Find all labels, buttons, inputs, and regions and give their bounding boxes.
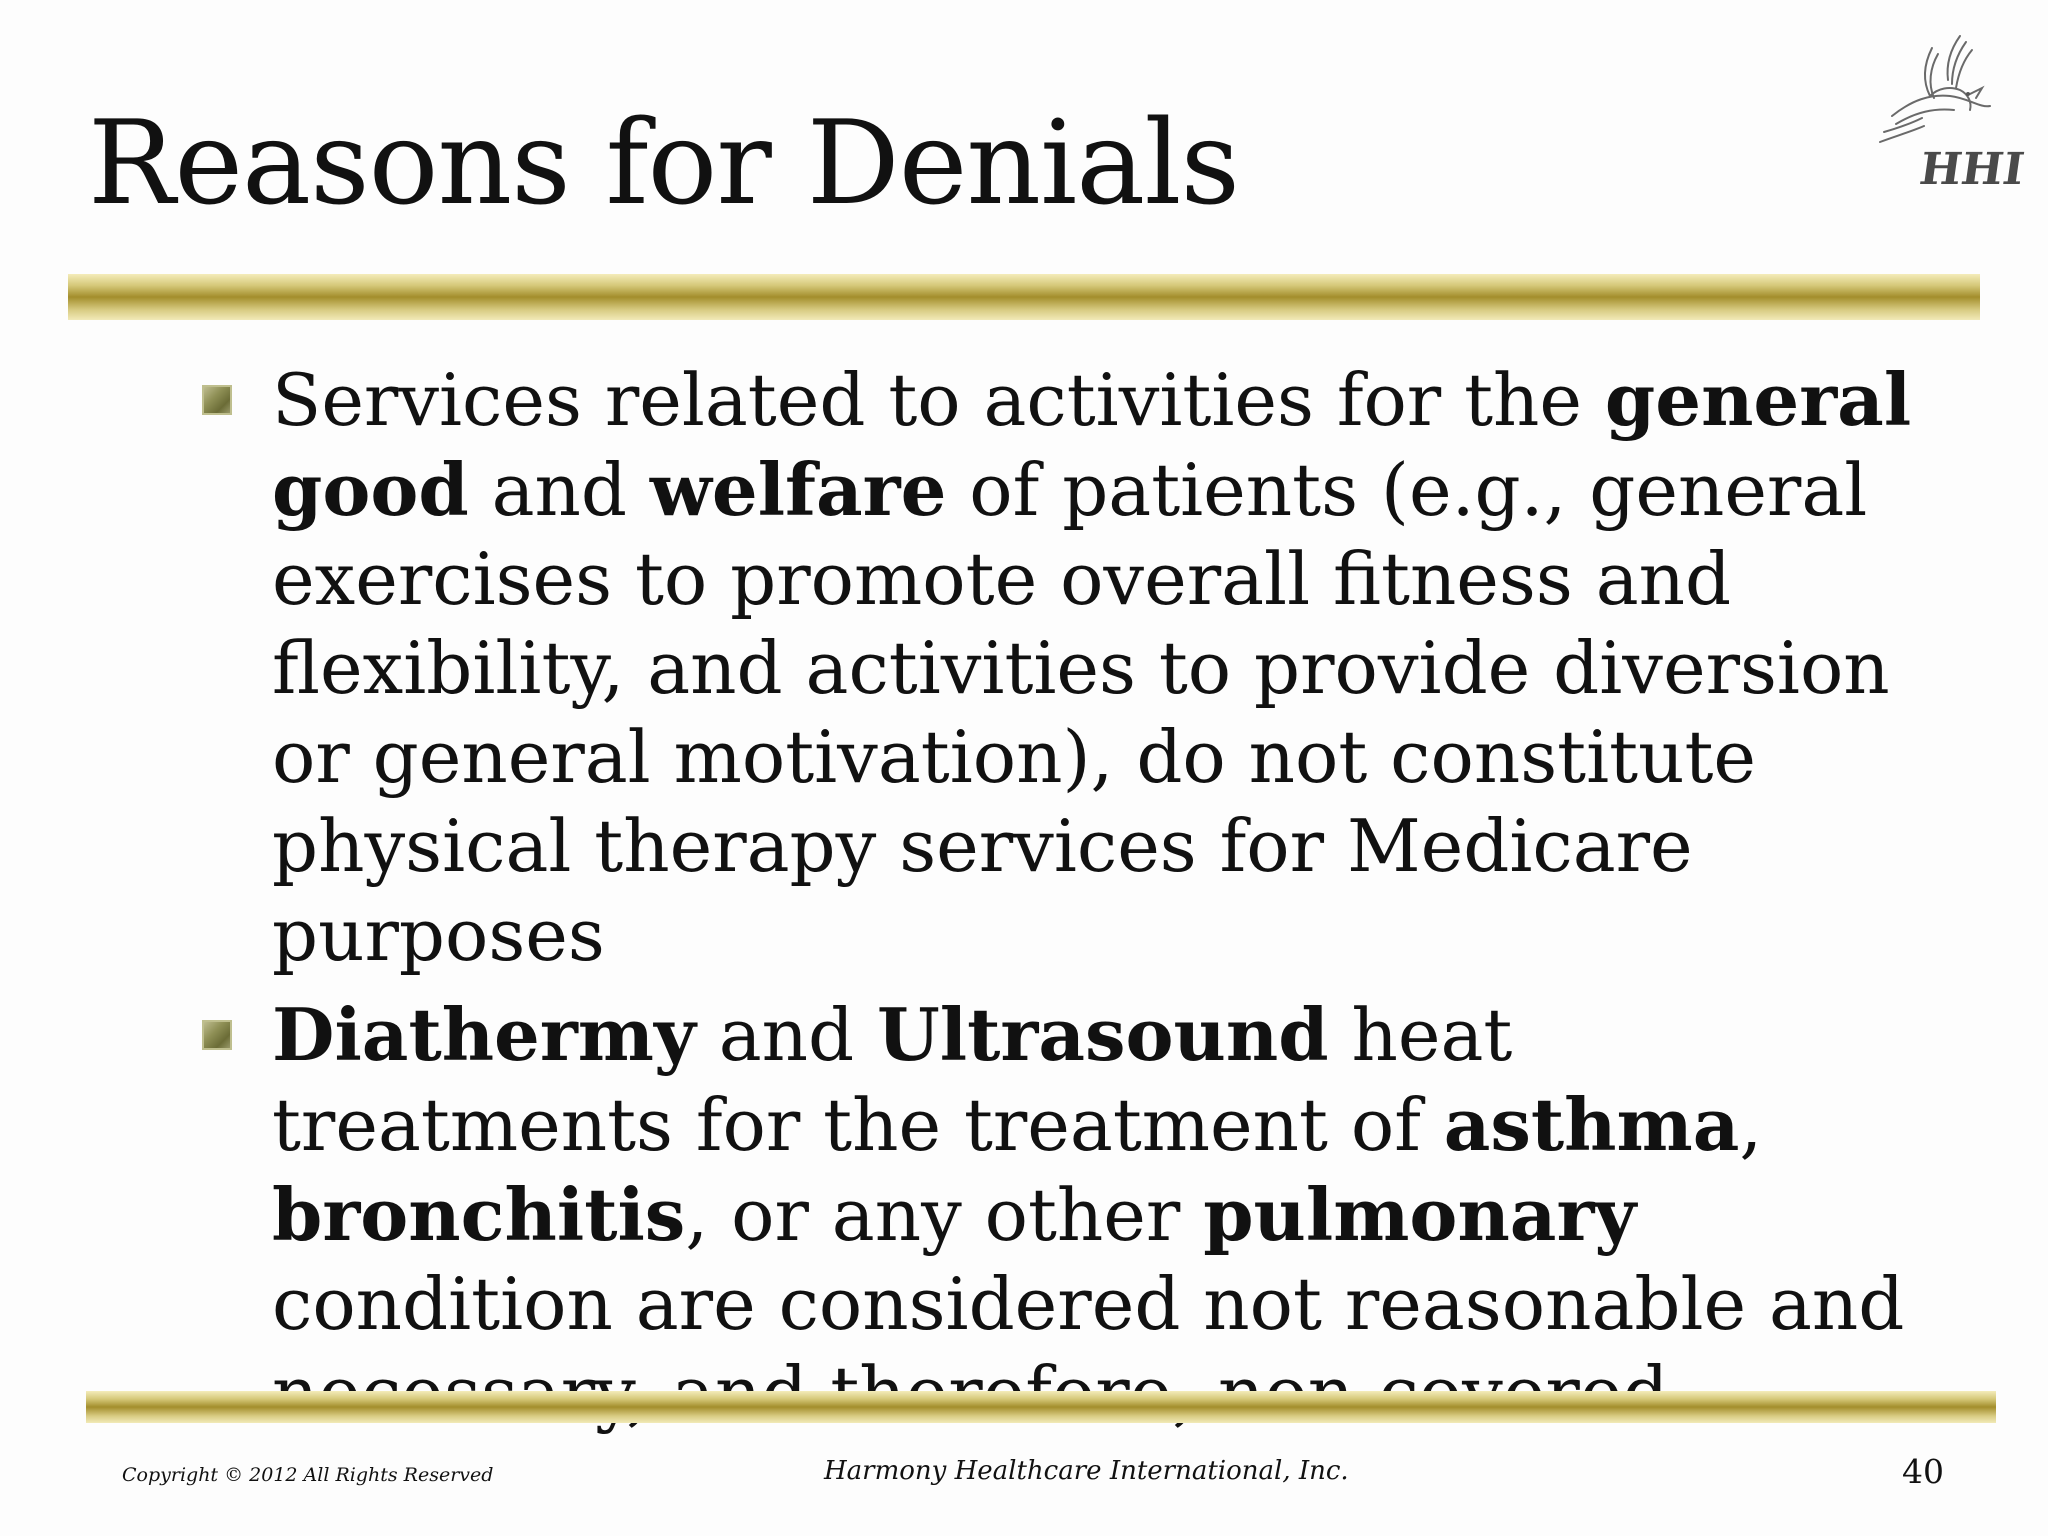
text-run: Services related to activities for the [272,358,1605,442]
bullet-text-1 [272,355,1920,980]
text-run: , or any other [685,1173,1204,1257]
footer-copyright: Copyright © 2012 All Rights Reserved [122,1464,494,1486]
hhi-logo [1872,28,2028,208]
bold-run: Diathermy [272,992,696,1077]
footer-company: Harmony Healthcare International, Inc. [824,1456,1349,1486]
bullet-item-2 [200,990,1920,1438]
bold-run: pulmonary [1203,1172,1637,1257]
bullet-text-2 [272,990,1920,1438]
bold-run: Ultrasound [876,992,1329,1077]
text-run: and [695,993,877,1077]
bullet-list [200,355,1920,1448]
bold-run: bronchitis [272,1172,686,1257]
text-run: , [1739,1083,1763,1167]
top-divider [68,274,1980,320]
bottom-divider [86,1391,1996,1423]
slide-title: Reasons for Denials [88,96,1239,231]
logo-text: HHI [1916,144,2028,195]
square-bullet-icon [202,1020,232,1050]
bullet-item-1 [200,355,1920,980]
text-run: condition are considered not reasonable and [272,1262,1905,1346]
page-number: 40 [1902,1452,1944,1491]
bold-run: welfare [649,447,947,532]
square-bullet-icon [202,385,232,415]
text-run: and [468,448,650,532]
bold-run: asthma [1443,1082,1740,1167]
text-run: of patients (e.g., general exercises to promote overall fitness and flexibility, and activities to provide diversion or general motivation), do not constitute physical therapy services for Medicare purposes [272,448,1890,977]
bold-run: general good [272,357,1912,532]
text-run: heat treatments for the treatment of [272,993,1513,1167]
